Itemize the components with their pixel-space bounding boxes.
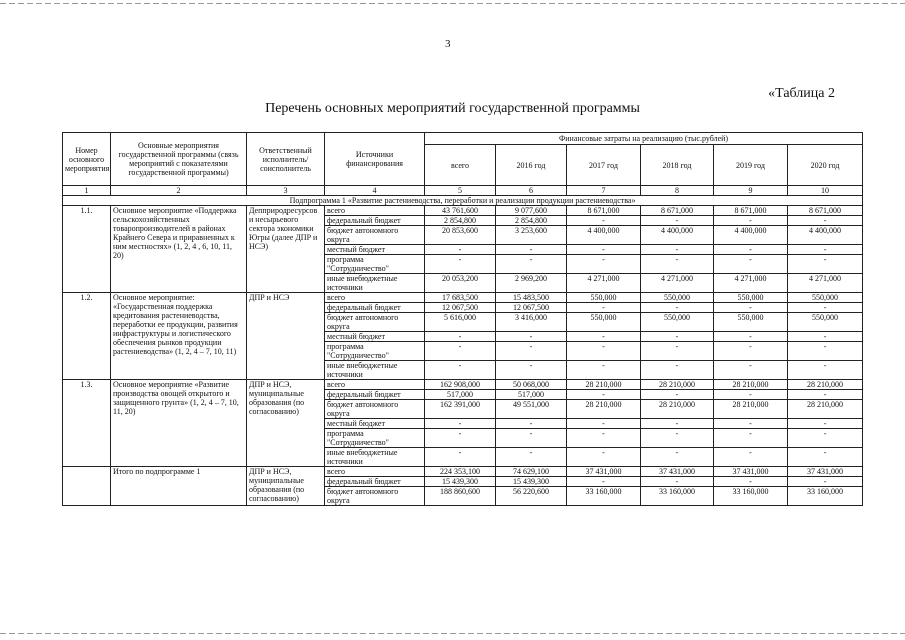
event-name: Основное мероприятие «Развитие производства овощей открытого и защищенного грунта» (1, 2, 4 – 7, 10, 11, 20) [111,380,247,467]
funding-value: 15 483,500 [496,293,567,303]
funding-value: 550,000 [567,313,641,332]
header-2017: 2017 год [567,145,641,186]
header-financing: Финансовые затраты на реализацию (тыс.рублей) [425,133,863,145]
funding-source: федеральный бюджет [325,390,425,400]
event-responsible: ДПР и НСЭ [247,293,325,380]
event-number: 1.1. [63,206,111,293]
funding-value: 2 969,200 [496,274,567,293]
funding-source: местный бюджет [325,332,425,342]
header-event: Основные мероприятия государственной программы (связь мероприятий с показателями государственной программы) [111,133,247,186]
funding-value: - [788,245,863,255]
funding-value: 550,000 [788,313,863,332]
funding-value: 37 431,000 [714,467,788,477]
funding-source: всего [325,380,425,390]
header-2018: 2018 год [641,145,714,186]
funding-source: бюджет автономного округа [325,487,425,506]
funding-value: 4 271,000 [788,274,863,293]
funding-value: - [788,216,863,226]
col-number: 10 [788,186,863,196]
table-body [63,206,863,506]
funding-value: 20 053,200 [425,274,496,293]
funding-value: 550,000 [641,293,714,303]
funding-source: иные внебюджетные источники [325,274,425,293]
col-number: 2 [111,186,247,196]
funding-value: - [425,342,496,361]
funding-value: - [567,245,641,255]
funding-value: - [567,255,641,274]
funding-value: - [567,303,641,313]
funding-value: 550,000 [641,313,714,332]
funding-source: местный бюджет [325,419,425,429]
funding-value: 28 210,000 [714,400,788,419]
funding-value: - [714,419,788,429]
funding-value: 4 400,000 [641,226,714,245]
total-row [63,467,863,477]
col-number: 6 [496,186,567,196]
funding-value: 37 431,000 [567,467,641,477]
col-number: 3 [247,186,325,196]
funding-value: - [425,245,496,255]
funding-value: - [496,245,567,255]
funding-value: - [788,429,863,448]
funding-value: 517,000 [496,390,567,400]
funding-value: - [788,342,863,361]
funding-value: - [714,342,788,361]
page-title: Перечень основных мероприятий государственной программы [265,101,640,116]
funding-source: всего [325,206,425,216]
funding-value: - [425,429,496,448]
col-number: 9 [714,186,788,196]
funding-value: 17 683,500 [425,293,496,303]
funding-value: - [567,332,641,342]
funding-value: 49 551,000 [496,400,567,419]
funding-value: 33 160,000 [788,487,863,506]
header-responsible: Ответственный исполнитель/соисполнитель [247,133,325,186]
funding-value: 162 908,000 [425,380,496,390]
funding-value: - [425,419,496,429]
col-number: 4 [325,186,425,196]
header-total: всего [425,145,496,186]
funding-value: 188 860,600 [425,487,496,506]
funding-source: федеральный бюджет [325,303,425,313]
funding-value: 550,000 [714,293,788,303]
event-name: Основное мероприятие: «Государственная поддержка кредитования растениеводства, переработки ее продукции, развития инфраструктуры и логистического обеспечения рынков продукции растениеводства» (1, 2, 4 – 7, 10, 11) [111,293,247,380]
funding-value: 4 271,000 [567,274,641,293]
funding-value: 74 629,100 [496,467,567,477]
funding-value: - [641,419,714,429]
funding-value: - [714,303,788,313]
funding-value: - [496,332,567,342]
funding-source: иные внебюджетные источники [325,361,425,380]
funding-source: программа "Сотрудничество" [325,429,425,448]
funding-value: - [788,419,863,429]
table-caption: «Таблица 2 [768,86,835,101]
funding-value: - [425,255,496,274]
program-table [62,132,863,506]
funding-value: 162 391,000 [425,400,496,419]
event-responsible: ДПР и НСЭ, муниципальные образования (по согласованию) [247,380,325,467]
header-2020: 2020 год [788,145,863,186]
funding-value: 28 210,000 [788,400,863,419]
funding-value: 2 854,800 [425,216,496,226]
scan-bottom-line [0,633,905,634]
funding-value: 37 431,000 [788,467,863,477]
funding-source: программа "Сотрудничество" [325,255,425,274]
header-source: Источники финансирования [325,133,425,186]
funding-value: 550,000 [714,313,788,332]
column-numbers-row [63,186,863,196]
funding-value: - [496,361,567,380]
funding-value: - [425,332,496,342]
header-2016: 2016 год [496,145,567,186]
funding-value: 4 400,000 [567,226,641,245]
col-number: 8 [641,186,714,196]
header-num: Номер основного мероприятия [63,133,111,186]
funding-value: 37 431,000 [641,467,714,477]
funding-value: - [788,255,863,274]
page-number: 3 [445,38,451,50]
funding-source: федеральный бюджет [325,477,425,487]
funding-value: - [641,390,714,400]
funding-value: 43 761,600 [425,206,496,216]
total-number [63,467,111,506]
funding-value: - [567,429,641,448]
table-row [63,293,863,303]
funding-value: - [641,342,714,361]
funding-value: - [714,390,788,400]
funding-source: всего [325,293,425,303]
funding-source: всего [325,467,425,477]
funding-value: - [641,448,714,467]
funding-value: - [641,332,714,342]
funding-value: - [496,429,567,448]
funding-value: - [567,361,641,380]
funding-value: - [714,477,788,487]
funding-value: 550,000 [567,293,641,303]
funding-value: - [496,448,567,467]
funding-value: - [496,255,567,274]
header-2019: 2019 год [714,145,788,186]
event-number: 1.3. [63,380,111,467]
funding-value: 8 671,000 [714,206,788,216]
funding-value: 224 353,100 [425,467,496,477]
col-number: 7 [567,186,641,196]
funding-value: 28 210,000 [788,380,863,390]
funding-value: - [567,342,641,361]
total-name: Итого по подпрограмме 1 [111,467,247,506]
funding-value: - [714,245,788,255]
scan-top-line [0,3,905,4]
funding-value: - [496,342,567,361]
funding-value: - [641,255,714,274]
funding-value: 12 067,500 [425,303,496,313]
subprogram-row [63,196,863,206]
table-head [63,133,863,206]
col-number: 5 [425,186,496,196]
event-responsible: Депприродресурсов и несырьевого сектора экономики Югры (далее ДПР и НСЭ) [247,206,325,293]
col-number: 1 [63,186,111,196]
funding-value: 8 671,000 [567,206,641,216]
funding-source: местный бюджет [325,245,425,255]
funding-value: 50 068,000 [496,380,567,390]
funding-value: 8 671,000 [788,206,863,216]
funding-value: 3 416,000 [496,313,567,332]
funding-value: - [425,361,496,380]
funding-value: 15 439,300 [425,477,496,487]
funding-value: - [714,216,788,226]
funding-value: - [714,361,788,380]
funding-value: - [788,390,863,400]
total-responsible: ДПР и НСЭ, муниципальные образования (по согласованию) [247,467,325,506]
funding-value: - [714,429,788,448]
funding-value: 33 160,000 [567,487,641,506]
funding-value: - [425,448,496,467]
funding-value: - [641,216,714,226]
funding-value: 8 671,000 [641,206,714,216]
funding-source: бюджет автономного округа [325,313,425,332]
funding-value: - [567,390,641,400]
funding-value: - [641,429,714,448]
funding-value: - [788,477,863,487]
funding-value: - [714,255,788,274]
funding-value: 28 210,000 [567,380,641,390]
funding-value: - [714,332,788,342]
funding-value: 12 067,500 [496,303,567,313]
funding-source: программа "Сотрудничество" [325,342,425,361]
event-number: 1.2. [63,293,111,380]
funding-source: бюджет автономного округа [325,226,425,245]
funding-value: - [788,361,863,380]
funding-value: - [567,477,641,487]
event-name: Основное мероприятие «Поддержка сельскохозяйственных товаропроизводителей в районах Крайнего Севера и приравненных к ним местностях» (1, 2, 4 , 6, 10, 11, 20) [111,206,247,293]
funding-value: - [641,303,714,313]
funding-value: 9 077,600 [496,206,567,216]
funding-value: 4 400,000 [788,226,863,245]
table-row [63,206,863,216]
funding-value: 4 271,000 [641,274,714,293]
funding-value: 20 853,600 [425,226,496,245]
funding-value: 5 616,000 [425,313,496,332]
funding-value: - [641,477,714,487]
table-row [63,380,863,390]
funding-value: 4 400,000 [714,226,788,245]
funding-value: - [714,448,788,467]
funding-source: бюджет автономного округа [325,400,425,419]
funding-value: - [567,448,641,467]
funding-value: - [641,245,714,255]
funding-value: - [567,419,641,429]
funding-value: 28 210,000 [714,380,788,390]
funding-value: 550,000 [788,293,863,303]
funding-value: 33 160,000 [641,487,714,506]
funding-value: 3 253,600 [496,226,567,245]
funding-value: 56 220,600 [496,487,567,506]
funding-value: 4 271,000 [714,274,788,293]
funding-value: 28 210,000 [641,400,714,419]
funding-value: 28 210,000 [641,380,714,390]
funding-source: иные внебюджетные источники [325,448,425,467]
funding-source: федеральный бюджет [325,216,425,226]
funding-value: 15 439,300 [496,477,567,487]
funding-value: - [788,303,863,313]
funding-value: 517,000 [425,390,496,400]
funding-value: 2 854,800 [496,216,567,226]
funding-value: - [567,216,641,226]
funding-value: 33 160,000 [714,487,788,506]
subprogram-title: Подпрограмма 1 «Развитие растениеводства, переработки и реализации продукции растениеводства» [63,196,863,206]
funding-value: 28 210,000 [567,400,641,419]
funding-value: - [641,361,714,380]
funding-value: - [788,332,863,342]
funding-value: - [788,448,863,467]
funding-value: - [496,419,567,429]
